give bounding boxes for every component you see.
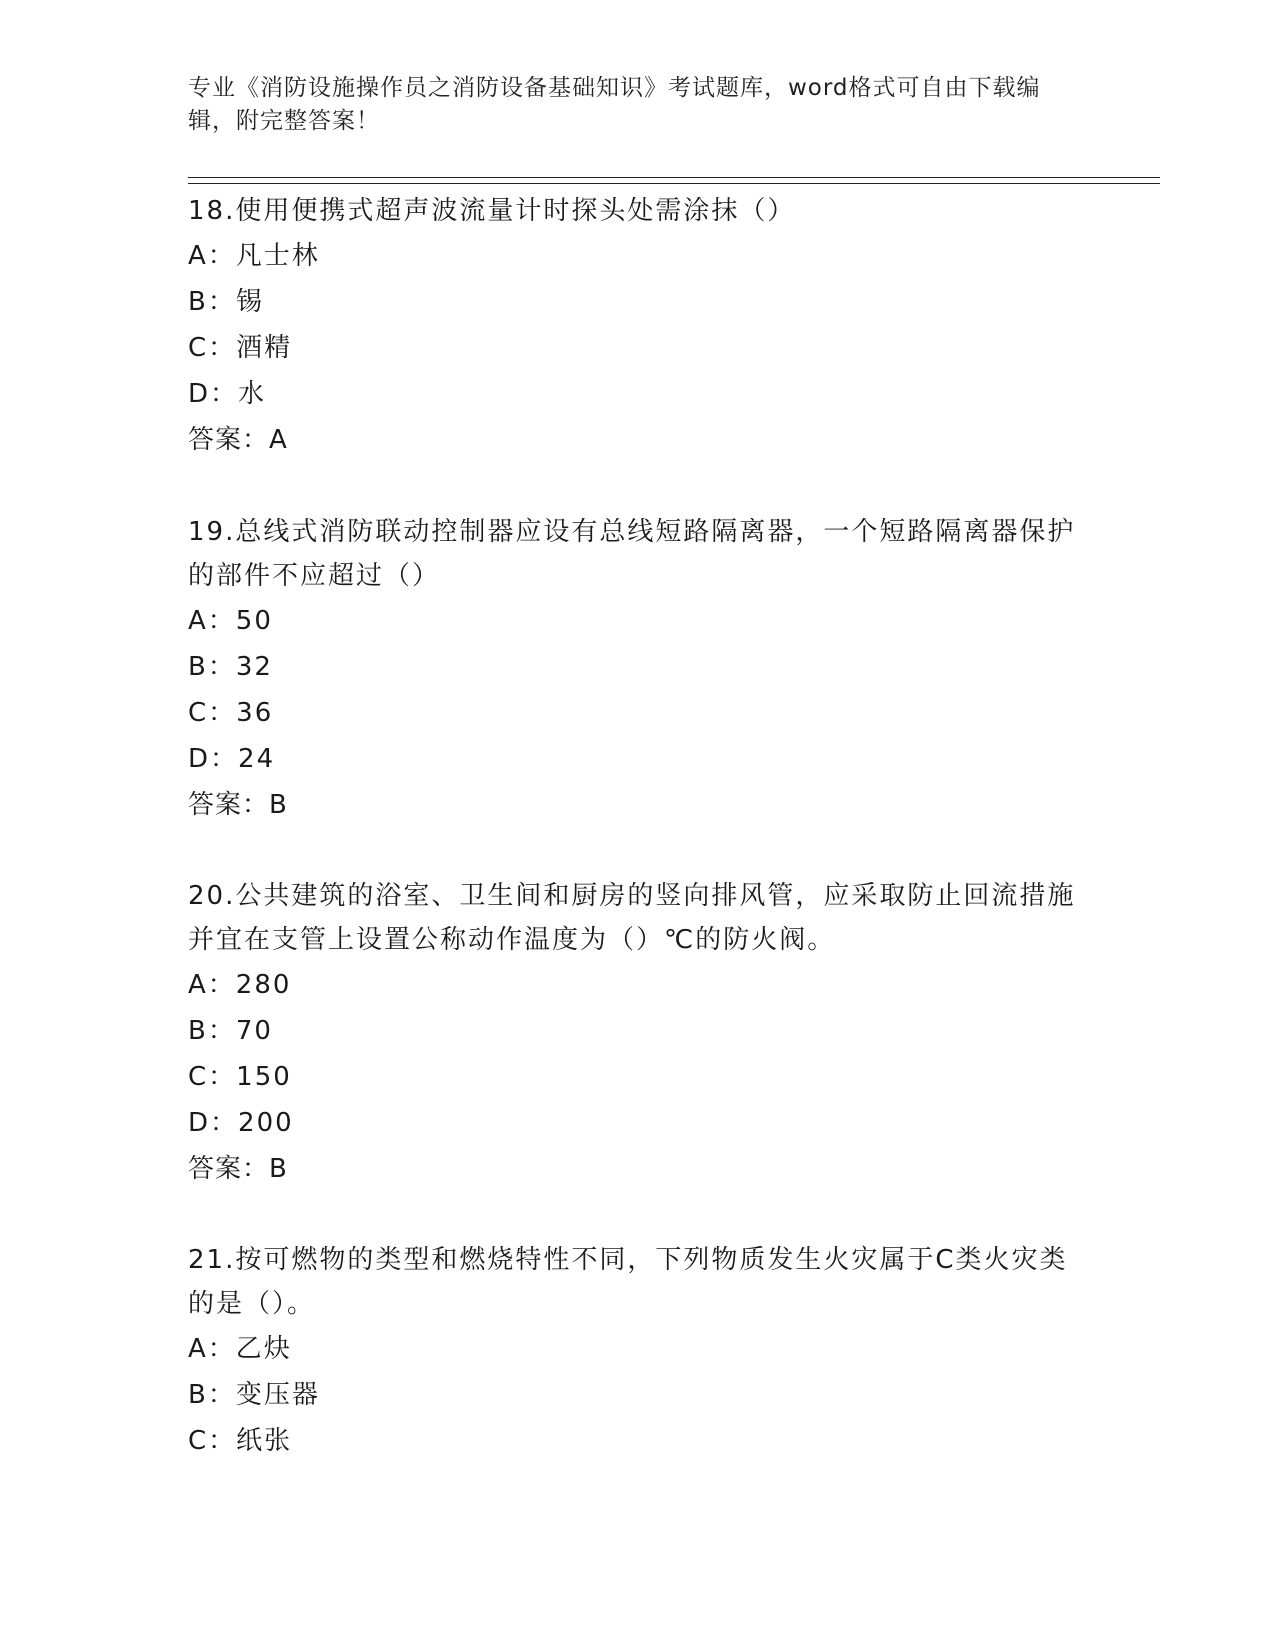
document-header: 专业《消防设施操作员之消防设备基础知识》考试题库，word格式可自由下载编辑，附完整答案！ <box>188 75 1041 134</box>
option-c: C：酒精 <box>188 333 293 363</box>
option-a: A：凡士林 <box>188 241 320 271</box>
question-18 <box>188 189 1088 463</box>
option-d: D：24 <box>188 744 276 774</box>
option-a: A：乙炔 <box>188 1334 292 1364</box>
question-stem: 19.总线式消防联动控制器应设有总线短路隔离器，一个短路隔离器保护的部件不应超过（） <box>188 517 1076 591</box>
option-b: B：70 <box>188 1016 273 1046</box>
option-a: A：50 <box>188 606 273 636</box>
option-c: C：36 <box>188 698 274 728</box>
question-stem: 20.公共建筑的浴室、卫生间和厨房的竖向排风管，应采取防止回流措施并宜在支管上设置公称动作温度为（）℃的防火阀。 <box>188 881 1076 955</box>
option-c: C：纸张 <box>188 1426 293 1456</box>
option-d: D：200 <box>188 1108 294 1138</box>
option-b: B：变压器 <box>188 1380 320 1410</box>
header-divider-top <box>188 177 1160 178</box>
answer-label: 答案：B <box>188 1154 288 1184</box>
option-b: B：锡 <box>188 287 264 317</box>
question-21 <box>188 1238 1088 1464</box>
option-b: B：32 <box>188 652 273 682</box>
question-20 <box>188 874 1088 1192</box>
answer-label: 答案：A <box>188 425 288 455</box>
option-a: A：280 <box>188 970 292 1000</box>
option-c: C：150 <box>188 1062 292 1092</box>
option-d: D：水 <box>188 379 267 409</box>
question-19 <box>188 510 1088 828</box>
question-stem: 18.使用便携式超声波流量计时探头处需涂抹（） <box>188 196 796 226</box>
question-stem: 21.按可燃物的类型和燃烧特性不同，下列物质发生火灾属于C类火灾类的是（）。 <box>188 1245 1068 1319</box>
header-divider-bottom <box>188 183 1160 184</box>
answer-label: 答案：B <box>188 790 288 820</box>
